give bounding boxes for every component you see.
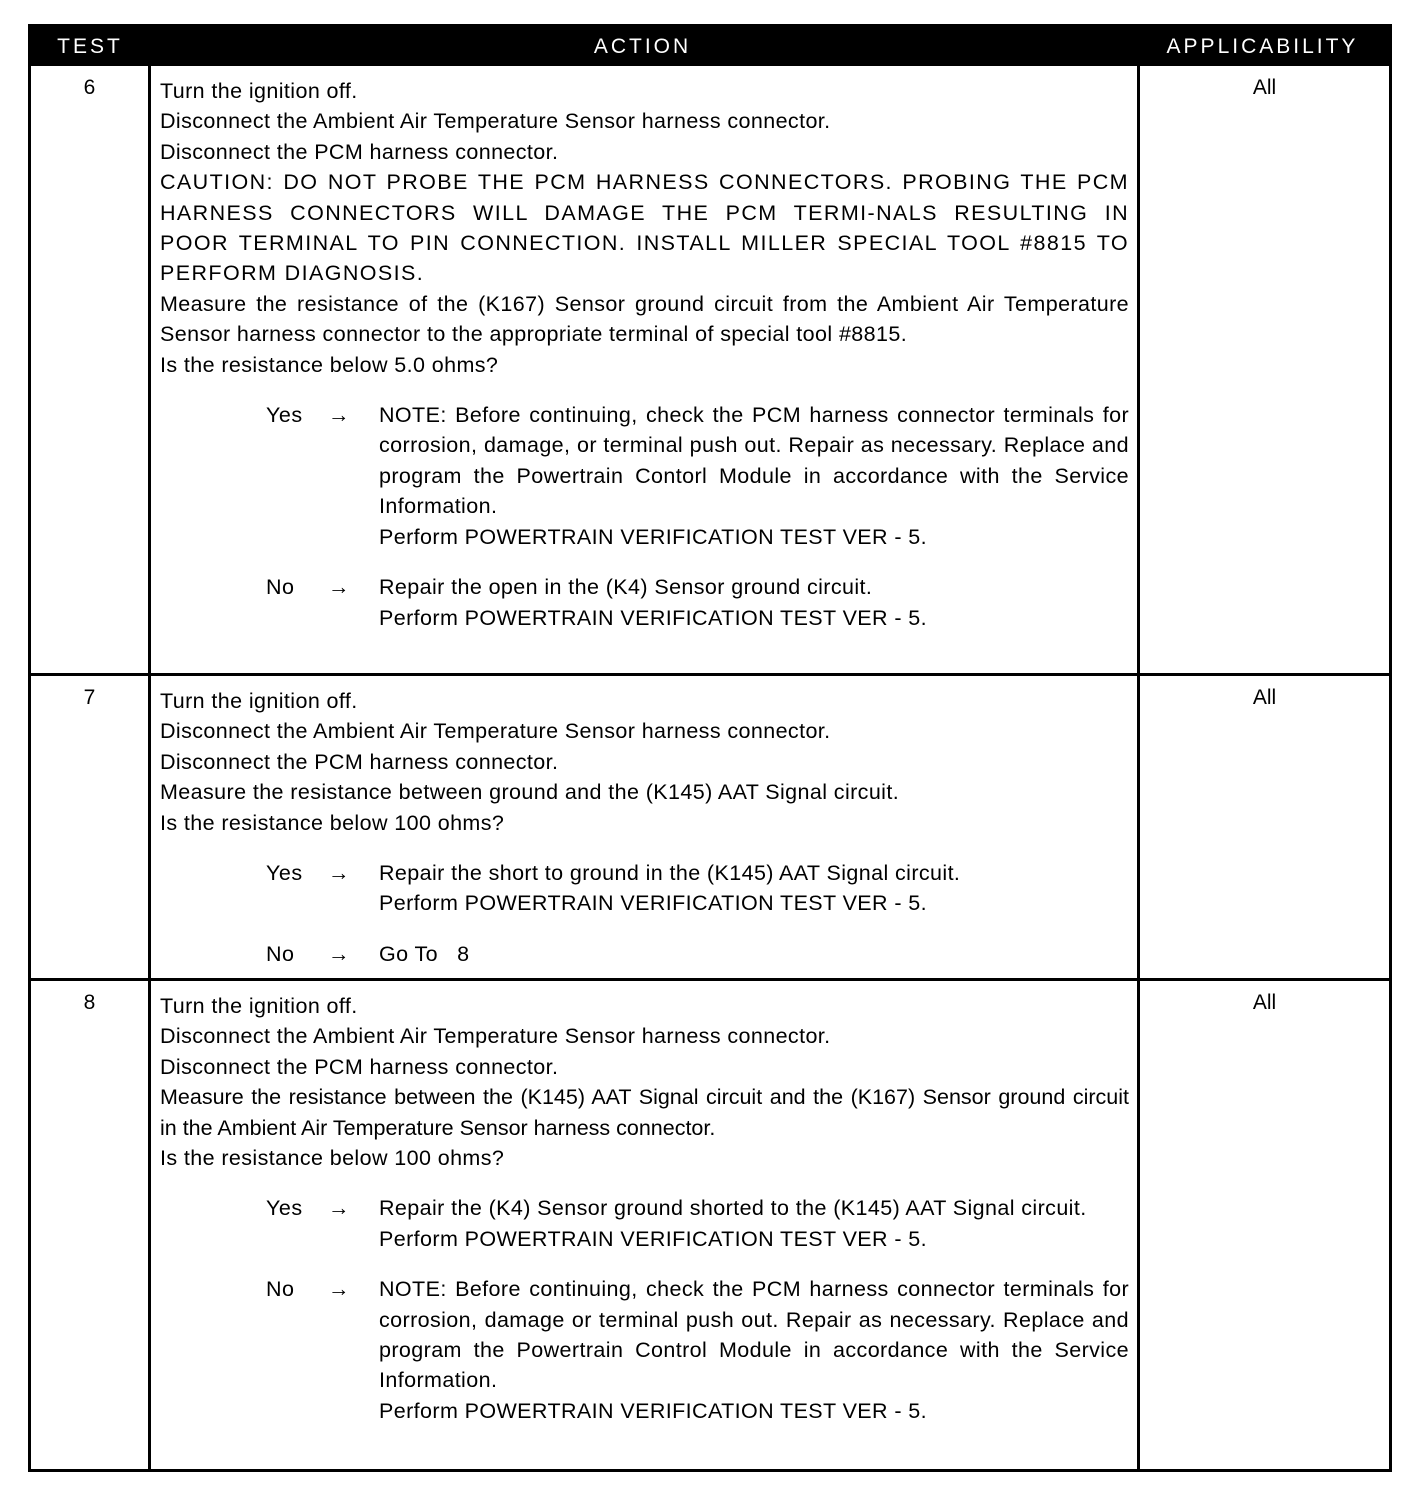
applicability-cell: All: [1252, 991, 1277, 1014]
yes-line: Perform POWERTRAIN VERIFICATION TEST VER - 5.: [379, 524, 928, 549]
yes-line: Perform POWERTRAIN VERIFICATION TEST VER - 5.: [379, 891, 928, 916]
no-line: Repair the open in the (K4) Sensor ground circuit.: [379, 575, 873, 600]
header-action: ACTION: [593, 35, 692, 58]
yes-label: Yes: [266, 403, 303, 428]
no-label: No: [266, 941, 295, 966]
applicability-cell: All: [1252, 76, 1277, 99]
yes-line: Repair the (K4) Sensor ground shorted to the (K145) AAT Signal circuit.: [379, 1196, 1087, 1221]
test-row-6: [31, 66, 1389, 676]
step: Measure the resistance of the (K167) Sensor ground circuit from the Ambient Air Temperature Sensor harness connector to the appropriate terminal of special tool #8815.: [160, 291, 1129, 347]
test-number: 8: [31, 981, 151, 1469]
action-cell: [151, 66, 1140, 673]
arrow-icon: →: [328, 1277, 350, 1302]
step: Measure the resistance between ground and the (K145) AAT Signal circuit.: [160, 780, 900, 805]
yes-line: NOTE: Before continuing, check the PCM harness connector terminals for corrosion, damage, or terminal push out. Repair as necessary. Replace and program the Powertrain Contorl Module in accordance with the Service Information.: [379, 403, 1136, 519]
yes-line: Repair the short to ground in the (K145) AAT Signal circuit.: [379, 861, 961, 886]
no-line: NOTE: Before continuing, check the PCM harness connector terminals for corrosion, damage or terminal push out. Repair as necessary. Replace and program the Powertrain Control Module in accordance with the Service Information.: [379, 1277, 1136, 1393]
no-line: Perform POWERTRAIN VERIFICATION TEST VER - 5.: [379, 605, 928, 630]
table-header: [31, 27, 1389, 66]
no-label: No: [266, 575, 295, 600]
arrow-icon: →: [328, 941, 350, 966]
diagnostic-test-table: [28, 24, 1392, 1472]
arrow-icon: →: [328, 403, 350, 428]
step: Disconnect the PCM harness connector.: [160, 1054, 559, 1079]
no-branch: [160, 939, 1129, 969]
step: Turn the ignition off.: [160, 994, 358, 1018]
no-line: Perform POWERTRAIN VERIFICATION TEST VER - 5.: [379, 1398, 928, 1423]
arrow-icon: →: [328, 1196, 350, 1221]
yes-line: Perform POWERTRAIN VERIFICATION TEST VER - 5.: [379, 1226, 928, 1251]
no-text: [379, 939, 1129, 969]
header-applicability: APPLICABILITY: [1166, 35, 1359, 58]
test-row-8: [31, 981, 1389, 1469]
test-number: 6: [31, 66, 151, 673]
no-text: [379, 572, 1129, 633]
no-line: Go To 8: [379, 941, 470, 966]
header-test: TEST: [57, 35, 123, 58]
yes-text: [379, 1193, 1129, 1254]
action-cell: [151, 981, 1140, 1469]
step: Is the resistance below 100 ohms?: [160, 810, 505, 835]
yes-branch: [160, 858, 1129, 919]
step: Turn the ignition off.: [160, 79, 358, 103]
no-label: No: [266, 1277, 295, 1302]
step: Is the resistance below 5.0 ohms?: [160, 352, 499, 377]
yes-text: [379, 400, 1136, 552]
arrow-icon: →: [328, 861, 350, 886]
caution-step: CAUTION: DO NOT PROBE THE PCM HARNESS CONNECTORS. PROBING THE PCM HARNESS CONNECTORS WILL DAMAGE THE PCM TERMI-NALS RESULTING IN POOR TERMINAL TO PIN CONNECTION. INSTALL MILLER SPECIAL TOOL #8815 TO PERFORM DIAGNOSIS.: [160, 170, 1129, 286]
yes-branch: [160, 400, 1136, 552]
no-branch: [160, 572, 1129, 633]
step: Measure the resistance between the (K145) AAT Signal circuit and the (K167) Sensor ground circuit in the Ambient Air Temperature Sensor harness connector.: [160, 1085, 1129, 1140]
test-number: 7: [31, 676, 151, 978]
action-cell: [151, 676, 1140, 978]
step: Disconnect the Ambient Air Temperature Sensor harness connector.: [160, 109, 831, 134]
step: Is the resistance below 100 ohms?: [160, 1146, 505, 1171]
step: Disconnect the PCM harness connector.: [160, 139, 559, 164]
test-row-7: [31, 676, 1389, 981]
yes-text: [379, 858, 1129, 919]
step: Disconnect the PCM harness connector.: [160, 749, 559, 774]
arrow-icon: →: [328, 575, 350, 600]
step: Turn the ignition off.: [160, 689, 358, 713]
step: Disconnect the Ambient Air Temperature Sensor harness connector.: [160, 1024, 831, 1049]
no-branch: [160, 1274, 1136, 1426]
yes-branch: [160, 1193, 1129, 1254]
step: Disconnect the Ambient Air Temperature Sensor harness connector.: [160, 719, 831, 744]
no-text: [379, 1274, 1136, 1426]
yes-label: Yes: [266, 861, 303, 886]
yes-label: Yes: [266, 1196, 303, 1221]
applicability-cell: All: [1252, 686, 1277, 709]
